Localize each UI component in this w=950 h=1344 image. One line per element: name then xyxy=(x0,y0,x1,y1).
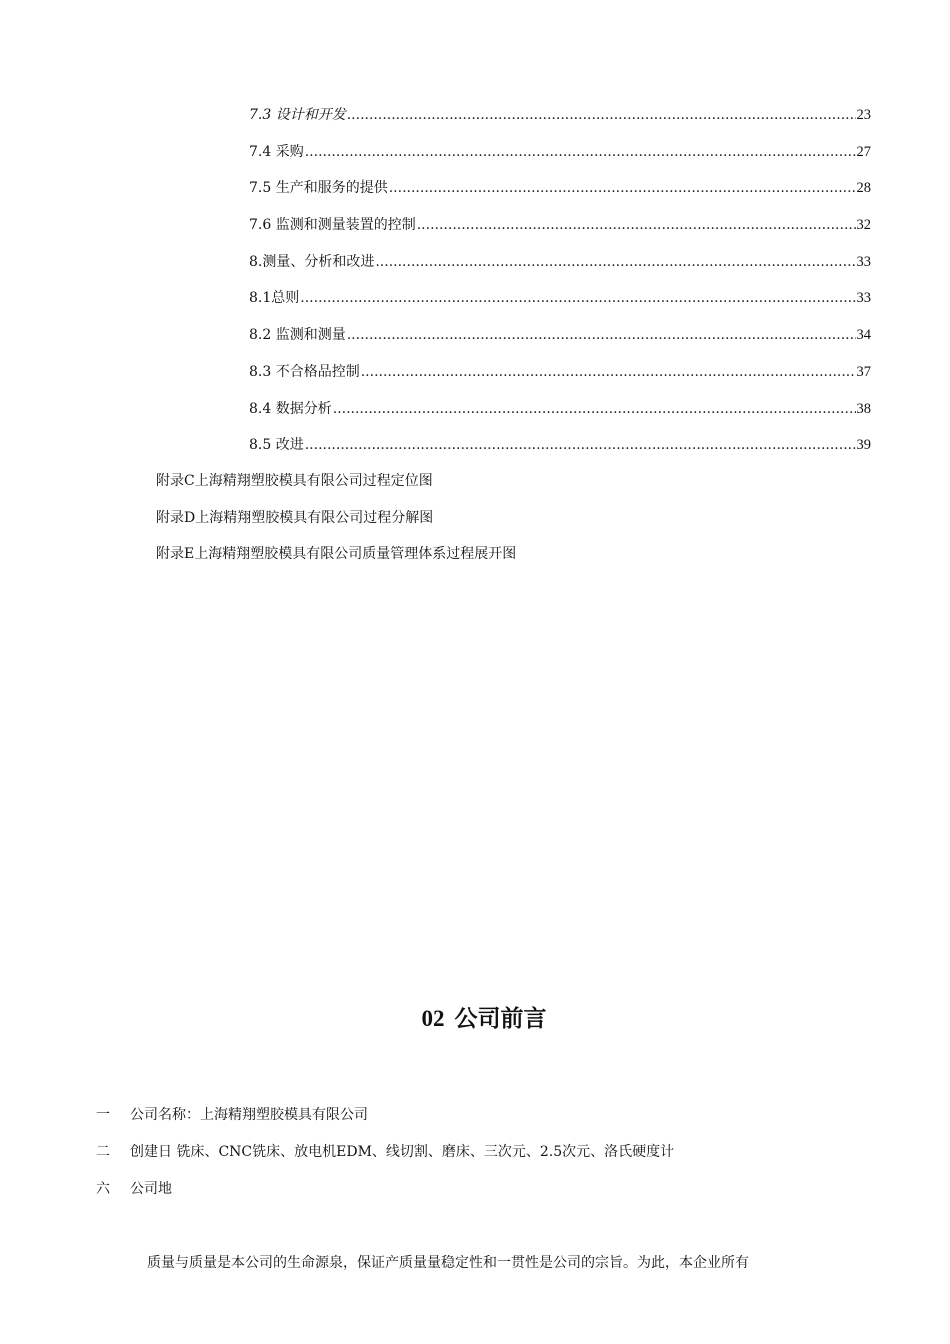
toc-entry-label: 8.2 监测和测量 xyxy=(249,327,346,344)
toc-entry-label: 7.5 生产和服务的提供 xyxy=(249,180,388,197)
appendix-item[interactable]: 附录C上海精翔塑胶模具有限公司过程定位图 xyxy=(156,473,433,489)
toc-page-number: 39 xyxy=(856,437,871,454)
section-heading xyxy=(0,1000,950,1033)
toc-entry[interactable] xyxy=(249,361,871,398)
toc-entry[interactable] xyxy=(249,251,871,288)
toc-leader-dots xyxy=(375,254,855,270)
toc-entry-label: 7.6 监测和测量装置的控制 xyxy=(249,217,416,234)
toc-leader-dots xyxy=(333,401,856,417)
info-row-number: 二 xyxy=(96,1144,110,1160)
toc-entry[interactable] xyxy=(249,324,871,361)
info-row-text: 公司地 xyxy=(130,1181,172,1197)
toc-page-number: 33 xyxy=(856,290,871,307)
toc-page-number: 28 xyxy=(856,180,871,197)
toc-leader-dots xyxy=(305,437,856,453)
toc-leader-dots xyxy=(347,107,856,123)
toc-leader-dots xyxy=(361,364,856,380)
info-row-number: 一 xyxy=(96,1107,110,1123)
toc-page-number: 33 xyxy=(856,253,871,270)
info-row xyxy=(96,1141,896,1178)
toc-entry[interactable] xyxy=(249,141,871,178)
toc-leader-dots xyxy=(300,290,855,306)
toc-entry-label: 7.3 设计和开发 xyxy=(249,107,346,123)
info-row-text: 公司名称：上海精翔塑胶模具有限公司 xyxy=(130,1107,368,1123)
toc-entry-label: 8.1总则 xyxy=(249,290,300,307)
table-of-contents xyxy=(249,104,871,471)
toc-entry-label: 8.测量、分析和改进 xyxy=(249,253,375,270)
toc-leader-dots xyxy=(389,180,856,196)
toc-page-number: 23 xyxy=(856,107,871,123)
appendix-item[interactable]: 附录E上海精翔塑胶模具有限公司质量管理体系过程展开图 xyxy=(156,546,517,563)
toc-page-number: 37 xyxy=(856,363,871,380)
info-row xyxy=(96,1178,896,1215)
appendix-item[interactable]: 附录D上海精翔塑胶模具有限公司过程分解图 xyxy=(156,509,434,526)
toc-page-number: 34 xyxy=(856,327,871,344)
toc-entry-label: 8.4 数据分析 xyxy=(249,400,332,417)
section-number: 02 xyxy=(421,1006,445,1031)
toc-entry[interactable] xyxy=(249,104,871,141)
toc-leader-dots xyxy=(417,217,856,233)
body-paragraph: 质量与质量是本公司的生命源泉，保证产质量量稳定性和一贯性是公司的宗旨。为此，本企业所有 xyxy=(147,1255,749,1271)
toc-leader-dots xyxy=(305,144,856,160)
info-row xyxy=(96,1104,896,1141)
toc-entry-label: 7.4 采购 xyxy=(249,143,304,160)
toc-entry[interactable] xyxy=(249,434,871,471)
company-info-list xyxy=(96,1104,896,1215)
appendix-list xyxy=(156,470,856,580)
toc-entry[interactable] xyxy=(249,287,871,324)
info-row-number: 六 xyxy=(96,1181,110,1197)
toc-page-number: 32 xyxy=(856,217,871,234)
toc-page-number: 27 xyxy=(856,143,871,160)
toc-entry-label: 8.5 改进 xyxy=(249,437,304,454)
toc-page-number: 38 xyxy=(856,400,871,417)
toc-entry-label: 8.3 不合格品控制 xyxy=(249,363,360,380)
toc-entry[interactable] xyxy=(249,214,871,251)
section-title: 公司前言 xyxy=(454,1005,547,1032)
toc-leader-dots xyxy=(347,327,856,343)
info-row-text: 创建日 铣床、CNC铣床、放电机EDM、线切割、磨床、三次元、2.5次元、洛氏硬度计 xyxy=(130,1144,675,1160)
toc-entry[interactable] xyxy=(249,177,871,214)
toc-entry[interactable] xyxy=(249,398,871,435)
